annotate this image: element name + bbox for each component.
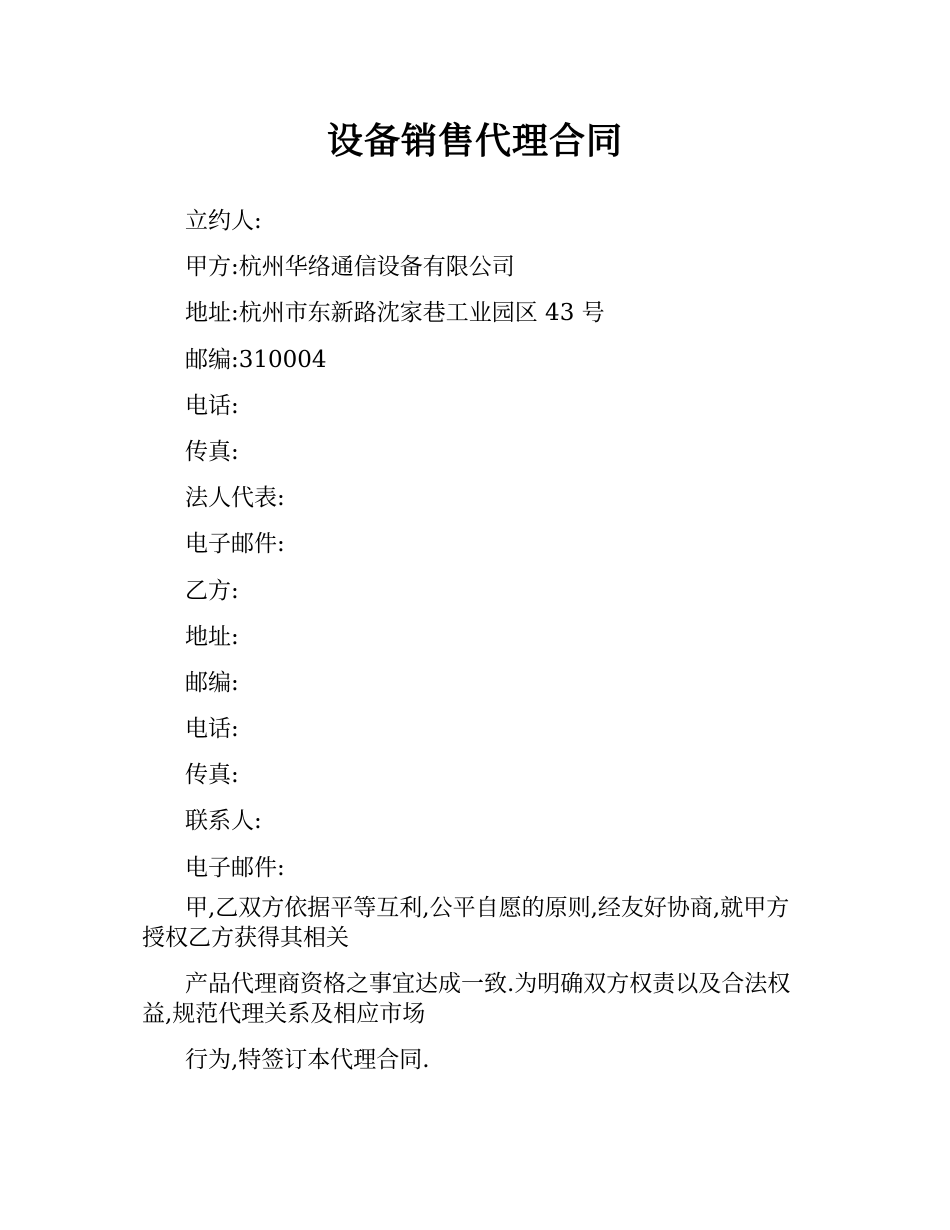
field-party-b-phone: 电话: [185, 716, 239, 743]
field-signatory: 立约人: [185, 208, 262, 234]
field-party-a-address: 地址:杭州市东新路沈家巷工业园区 43 号 [185, 300, 605, 327]
paragraph-intro-2: 产品代理商资格之事宜达成一致.为明确双方权责以及合法权益,规范代理关系及相应市场 [142, 970, 791, 1027]
field-party-b-email: 电子邮件: [185, 854, 285, 881]
document-title: 设备销售代理合同 [326, 121, 623, 162]
field-party-a-postcode: 邮编:310004 [185, 346, 327, 373]
field-party-a-fax: 传真: [185, 438, 239, 465]
field-party-b-contact: 联系人: [185, 808, 262, 835]
field-party-b-address: 地址: [185, 623, 239, 650]
paragraph-intro-3: 行为,特签订本代理合同. [185, 1046, 430, 1073]
field-party-b-fax: 传真: [185, 762, 239, 789]
field-party-a-legal-rep: 法人代表: [185, 485, 285, 512]
contract-body [142, 198, 810, 1091]
paragraph-intro-1: 甲,乙双方依据平等互利,公平自愿的原则,经友好协商,就甲方授权乙方获得其相关 [142, 894, 790, 951]
field-party-a-name: 甲方:杭州华络通信设备有限公司 [185, 254, 515, 281]
field-party-b-name: 乙方: [185, 577, 239, 604]
field-party-b-postcode: 邮编: [185, 669, 239, 696]
field-party-a-phone: 电话: [185, 392, 239, 419]
field-party-a-email: 电子邮件: [185, 531, 285, 558]
